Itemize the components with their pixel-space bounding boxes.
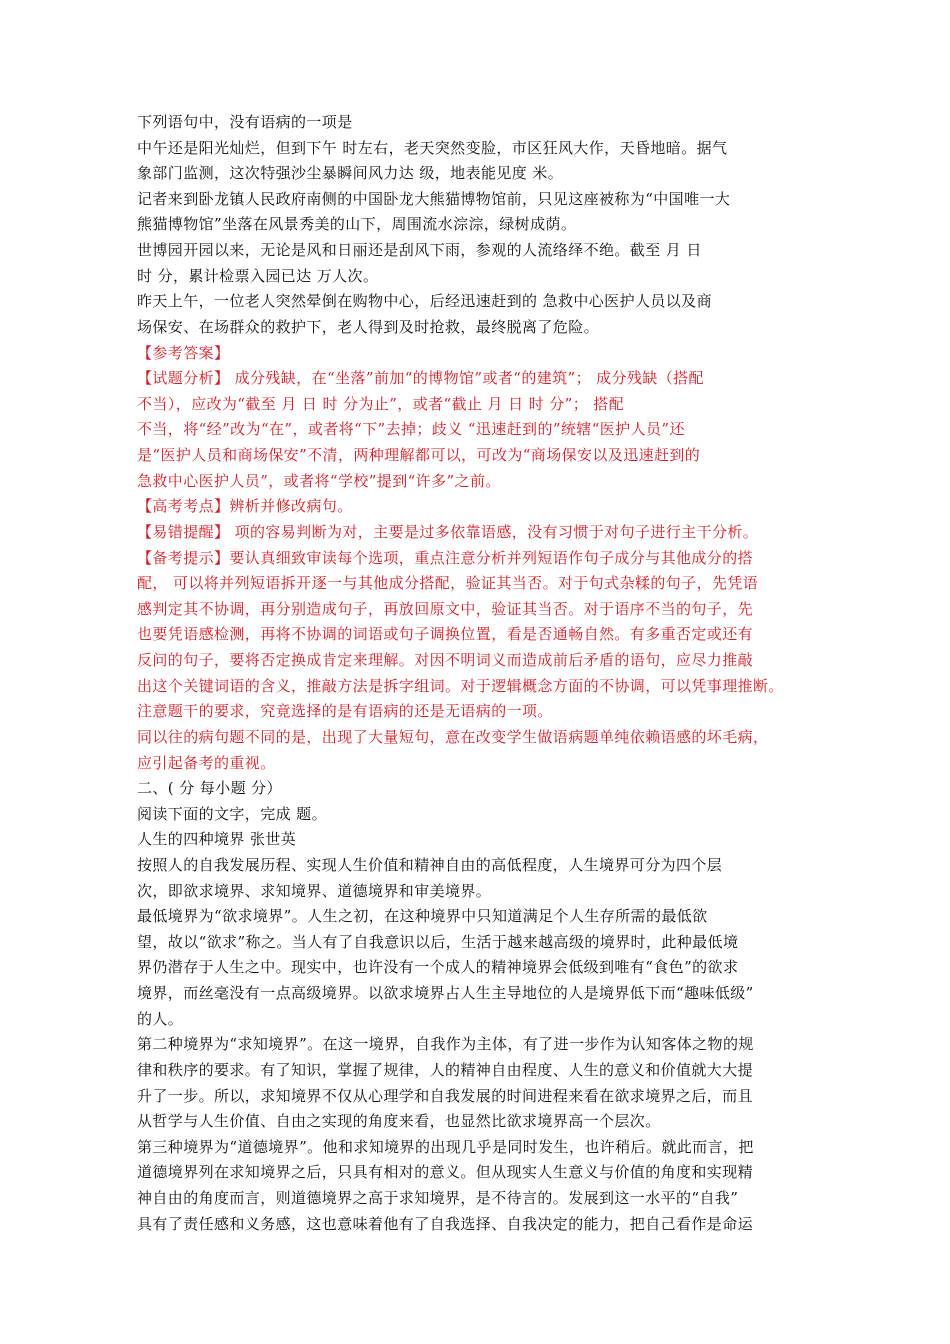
text-line: 昨天上午，一位老人突然晕倒在购物中心，后经迅速赶到的 急救中心医护人员以及商 bbox=[137, 292, 712, 311]
text-line: 二、( 分 每小题 分） bbox=[137, 779, 282, 798]
text-line: 急救中心医护人员”，或者将“学校”提到“许多”之前。 bbox=[137, 471, 501, 490]
text-line: 律和秩序的要求。有了知识，掌握了规律，人的精神自由程度、人生的意义和价值就大大提 bbox=[137, 1060, 754, 1079]
text-line: 第三种境界为“道德境界”。他和求知境界的出现几乎是同时发生，也许稍后。就此而言，把 bbox=[137, 1137, 754, 1156]
text-line: 神自由的角度而言，则道德境界之高于求知境界，是不待言的。发展到这一水平的“自我” bbox=[137, 1189, 739, 1208]
text-line: 界仍潜存于人生之中。现实中，也许没有一个成人的精神境界会低级到唯有“食色”的欲求 bbox=[137, 958, 739, 977]
text-line: 也要凭语感检测，再将不协调的词语或句子调换位置，看是否通畅自然。有多重否定或还有 bbox=[137, 625, 754, 644]
text-line: 时 分，累计检票入园已达 万人次。 bbox=[137, 266, 379, 285]
text-line: 【高考考点】辨析并修改病句。 bbox=[137, 497, 353, 516]
text-line: 下列语句中，没有语病的一项是 bbox=[137, 113, 353, 131]
text-line: 不当），应改为“截至 月 日 时 分为止”，或者“截止 月 日 时 分”； 搭配 bbox=[137, 394, 625, 413]
text-line: 不当，将“经”改为“在”，或者将“下”去掉；歧义 “迅速赶到的”统辖“医护人员”还 bbox=[137, 420, 685, 439]
text-line: 【备考提示】要认真细致审读每个选项，重点注意分析并列短语作句子成分与其他成分的搭 bbox=[137, 548, 754, 567]
text-line: 人生的四种境界 张世英 bbox=[137, 830, 297, 849]
text-line: 最低境界为“欲求境界”。人生之初，在这种境界中只知道满足个人生存所需的最低欲 bbox=[137, 907, 708, 926]
text-line: 升了一步。所以，求知境界不仅从心理学和自我发展的时间进程来看在欲求境界之后，而且 bbox=[137, 1086, 754, 1105]
text-line: 配， 可以将并列短语拆开逐一与其他成分搭配，验证其当否。对于句式杂糅的句子，先凭语 bbox=[137, 574, 759, 593]
text-line: 具有了责任感和义务感，这也意味着他有了自我选择、自我决定的能力，把自己看作是命运 bbox=[137, 1214, 754, 1233]
text-line: 【试题分析】 成分残缺，在“坐落”前加“的博物馆”或者“的建筑”； 成分残缺（搭配 bbox=[137, 369, 704, 388]
text-line: 熊猫博物馆”坐落在风景秀美的山下，周围流水淙淙，绿树成荫。 bbox=[137, 215, 577, 234]
text-line: 【易错提醒】 项的容易判断为对，主要是过多依靠语感，没有习惯于对句子进行主干分析。 bbox=[137, 522, 759, 541]
text-line: 次，即欲求境界、求知境界、道德境界和审美境界。 bbox=[137, 881, 492, 900]
text-line: 应引起备考的重视。 bbox=[137, 753, 276, 772]
text-line: 【参考答案】 bbox=[137, 343, 230, 362]
text-line: 第二种境界为“求知境界”。在这一境界，自我作为主体，有了进一步作为认知客体之物的规 bbox=[137, 1035, 754, 1054]
text-line: 按照人的自我发展历程、实现人生价值和精神自由的高低程度，人生境界可分为四个层 bbox=[137, 855, 723, 874]
text-line: 望，故以“欲求”称之。当人有了自我意识以后，生活于越来越高级的境界时，此种最低境 bbox=[137, 932, 739, 951]
text-line: 同以往的病句题不同的是，出现了大量短句，意在改变学生做语病题单纯依赖语感的坏毛病， bbox=[137, 727, 769, 746]
text-line: 感判定其不协调，再分别造成句子，再放回原文中，验证其当否。对于语序不当的句子，先 bbox=[137, 599, 754, 618]
text-line: 阅读下面的文字，完成 题。 bbox=[137, 804, 327, 823]
text-line: 道德境界列在求知境界之后，只具有相对的意义。但从现实人生意义与价值的角度和实现精 bbox=[137, 1163, 754, 1182]
text-line: 出这个关键词语的含义，推敲方法是拆字组词。对于逻辑概念方面的不协调，可以凭事理推断。 bbox=[137, 676, 784, 695]
text-line: 世博园开园以来，无论是风和日丽还是刮风下雨，参观的人流络绎不绝。截至 月 日 bbox=[137, 241, 702, 260]
text-line: 是“医护人员和商场保安”不清，两种理解都可以，可改为“商场保安以及迅速赶到的 bbox=[137, 446, 701, 465]
text-line: 境界，而丝毫没有一点高级境界。以欲求境界占人生主导地位的人是境界低下而“趣味低级” bbox=[137, 984, 754, 1003]
text-line: 注意题干的要求，究竟选择的是有语病的还是无语病的一项。 bbox=[137, 702, 553, 721]
text-line: 的人。 bbox=[137, 1009, 184, 1028]
text-line: 中午还是阳光灿烂，但到下午 时左右，老天突然变脸，市区狂风大作，天昏地暗。据气 bbox=[137, 138, 728, 157]
text-line: 从哲学与人生价值、自由之实现的角度来看，也显然比欲求境界高一个层次。 bbox=[137, 1112, 661, 1131]
text-line: 记者来到卧龙镇人民政府南侧的中国卧龙大熊猫博物馆前，只见这座被称为“中国唯一大 bbox=[137, 189, 731, 208]
text-line: 场保安、在场群众的救护下，老人得到及时抢救，最终脱离了危险。 bbox=[137, 317, 600, 336]
text-line: 象部门监测，这次特强沙尘暴瞬间风力达 级，地表能见度 米。 bbox=[137, 164, 564, 183]
text-line: 反问的句子，要将否定换成肯定来理解。对因不明词义而造成前后矛盾的语句，应尽力推敲 bbox=[137, 651, 754, 670]
